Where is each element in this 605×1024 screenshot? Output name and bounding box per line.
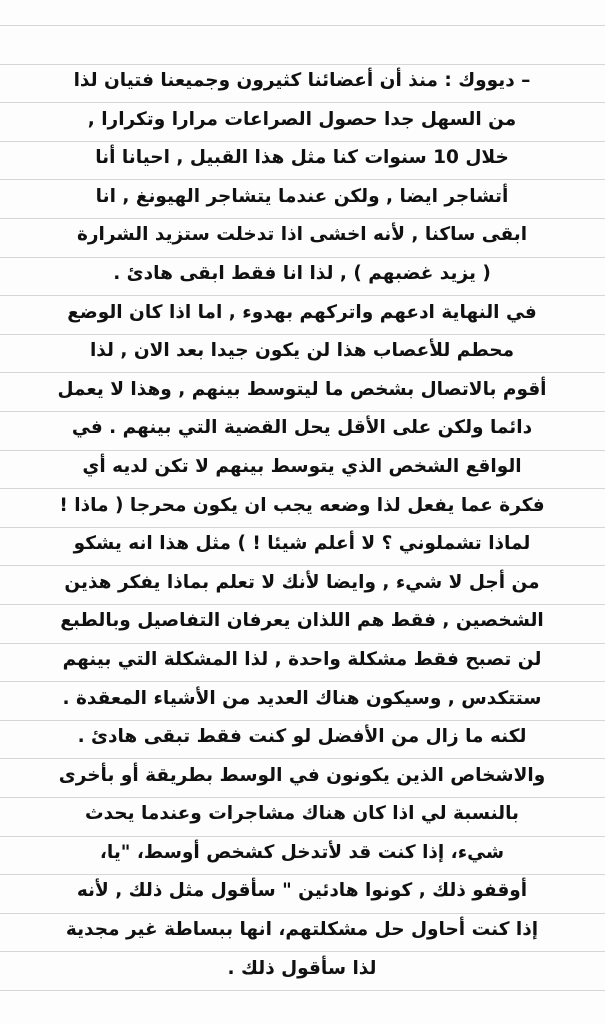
text-line-9: أقوم بالاتصال بشخص ما ليتوسط بينهم , وهذا لا يعمل [57, 378, 547, 400]
text-line-18: لكنه ما زال من الأفضل لو كنت فقط تبقى هادئ . [77, 726, 527, 748]
text-line-15: الشخصين , فقط هم اللذان يعرفان التفاصيل وبالطبع [60, 610, 544, 632]
text-line-10: دائما ولكن على الأقل يحل القضية التي بينهم . في [71, 417, 533, 439]
text-line-23: إذا كنت أحاول حل مشكلتهم، انها ببساطة غير مجدية [65, 919, 539, 941]
text-line-4: أتشاجر ايضا , ولكن عندما يتشاجر الهيونغ , انا [95, 185, 509, 207]
text-line-17: ستتكدس , وسيكون هناك العديد من الأشياء المعقدة . [62, 687, 542, 709]
ruled-line [0, 25, 605, 26]
text-line-19: والاشخاص الذين يكونون في الوسط بطريقة أو بأخرى [58, 764, 546, 786]
note-text [22, 62, 582, 988]
text-line-20: بالنسبة لي اذا كان هناك مشاجرات وعندما يحدث [84, 803, 520, 825]
text-line-24: لذا سأقول ذلك . [227, 957, 377, 979]
text-line-3: خلال 10 سنوات كنا مثل هذا القبيل , احيانا أنا [95, 147, 509, 169]
text-line-21: شيء، إذا كنت قد لأتدخل كشخص أوسط، "يا، [99, 841, 505, 863]
text-line-14: من أجل لا شيء , وايضا لأنك لا تعلم بماذا يفكر هذين [64, 571, 540, 593]
text-line-22: أوقفو ذلك , كونوا هادئين " سأقول مثل ذلك , لأنه [76, 880, 528, 902]
text-line-16: لن تصبح فقط مشكلة واحدة , لذا المشكلة التي بينهم [62, 648, 542, 670]
text-line-5: ابقى ساكنا , لأنه اخشى اذا تدخلت ستزيد الشرارة [76, 224, 528, 246]
text-line-12: فكرة عما يفعل لذا وضعه يجب ان يكون محرجا ( ماذا ! [59, 494, 545, 516]
text-line-2: من السهل جدا حصول الصراعات مرارا وتكرارا , [87, 108, 517, 130]
ruled-line [0, 990, 605, 991]
text-line-7: في النهاية ادعهم واتركهم بهدوء , اما اذا كان الوضع [67, 301, 537, 323]
text-line-11: الواقع الشخص الذي يتوسط بينهم لا تكن لديه أي [82, 455, 522, 477]
text-line-8: محطم للأعصاب هذا لن يكون جيدا بعد الان , لذا [89, 340, 515, 362]
text-line-13: لماذا تشملوني ؟ لا أعلم شيئا ! ) مثل هذا انه يشكو [73, 533, 531, 555]
text-line-1: – ديووك : منذ أن أعضائنا كثيرون وجميعنا فتيان لذا [73, 70, 531, 91]
text-line-6: ( يزيد غضبهم ) , لذا انا فقط ابقى هادئ . [113, 262, 491, 284]
